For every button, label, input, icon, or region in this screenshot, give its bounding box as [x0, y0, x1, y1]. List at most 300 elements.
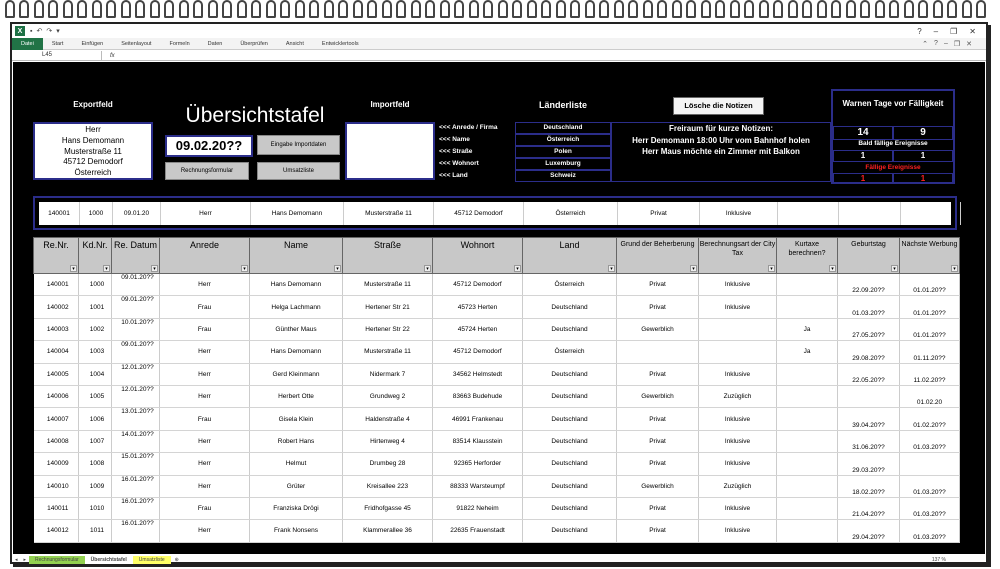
binding-ring [208, 0, 218, 18]
formula-bar [12, 51, 986, 61]
binding-ring [831, 0, 841, 18]
table-cell[interactable]: Deutschland [523, 318, 617, 340]
workbook-close-icon[interactable]: ✕ [966, 40, 972, 48]
table-cell[interactable]: 1007 [79, 430, 112, 452]
table-cell[interactable]: Herr [160, 363, 250, 385]
table-cell[interactable]: Privat [617, 453, 699, 475]
table-cell[interactable]: Deutschland [523, 453, 617, 475]
table-cell[interactable]: Drumbeg 28 [343, 453, 433, 475]
current-date: 09.02.20?? [165, 135, 253, 157]
export-header: Exportfeld [73, 100, 113, 109]
column-header-label: Name [283, 240, 308, 250]
export-cell[interactable] [839, 202, 901, 225]
table-cell[interactable]: 1002 [79, 318, 112, 340]
column-header[interactable] [34, 238, 79, 274]
table-cell[interactable]: 140003 [34, 318, 79, 340]
column-header-label: Re. Datum [113, 240, 157, 250]
binding-ring [730, 0, 740, 18]
ribbon-tab-ueberpruefen[interactable]: Überprüfen [240, 40, 268, 47]
table-cell[interactable]: 45723 Herten [433, 296, 523, 318]
table-header-row [34, 238, 960, 274]
spiral-binding [0, 0, 1000, 22]
excel-app-icon: X [15, 26, 25, 36]
table-cell[interactable]: Herr [160, 520, 250, 542]
table-cell[interactable]: Haldenstraße 4 [343, 408, 433, 430]
filter-dropdown-icon[interactable]: ▾ [241, 265, 248, 272]
table-cell[interactable]: Herbert Otte [250, 385, 343, 407]
save-icon[interactable]: ▪ [30, 27, 33, 35]
export-cell[interactable]: Herr [161, 202, 251, 225]
close-icon[interactable]: ✕ [969, 26, 976, 36]
table-cell[interactable]: 1003 [79, 341, 112, 363]
table-cell[interactable]: 12.01.20?? [112, 363, 160, 385]
column-header[interactable] [523, 238, 617, 274]
qa-more-icon[interactable]: ▾ [56, 28, 60, 35]
sheet-tab-bar [12, 555, 986, 564]
table-cell[interactable]: 1009 [79, 475, 112, 497]
table-cell[interactable] [777, 453, 838, 475]
export-cell[interactable] [778, 202, 839, 225]
export-cell[interactable] [901, 202, 961, 225]
table-cell[interactable]: Fridhofgasse 45 [343, 497, 433, 519]
ribbon-tab-seitenlayout[interactable]: Seitenlayout [121, 40, 152, 47]
tab-scroll-first-icon[interactable]: ◂ [15, 556, 18, 563]
ribbon-tab-einfuegen[interactable]: Einfügen [81, 40, 104, 47]
table-cell[interactable]: 140012 [34, 520, 79, 542]
table-cell[interactable]: 46991 Frankenau [433, 408, 523, 430]
table-cell[interactable] [617, 341, 699, 363]
table-cell[interactable]: Gisela Klein [250, 408, 343, 430]
filter-dropdown-icon[interactable]: ▾ [514, 265, 521, 272]
table-cell[interactable]: 31.06.20?? [838, 430, 900, 452]
table-cell[interactable]: Privat [617, 296, 699, 318]
help-icon[interactable]: ? [917, 26, 922, 36]
table-cell[interactable]: Herr [160, 341, 250, 363]
import-label-city: <<< Wohnort [439, 160, 479, 167]
table-cell[interactable]: Privat [617, 408, 699, 430]
sheet-tab-uebersichtstafel[interactable]: Übersichtstafel [85, 556, 133, 564]
table-cell[interactable]: 1010 [79, 497, 112, 519]
table-cell[interactable]: Klammerallee 36 [343, 520, 433, 542]
table-cell[interactable]: 01.03.20?? [838, 296, 900, 318]
table-cell[interactable]: Inklusive [699, 497, 777, 519]
binding-ring [585, 0, 595, 18]
table-cell[interactable]: 22.05.20?? [838, 363, 900, 385]
table-row [34, 430, 960, 452]
table-cell[interactable]: 1011 [79, 520, 112, 542]
table-cell[interactable]: 92365 Herforder [433, 453, 523, 475]
table-cell[interactable]: 01.03.20?? [900, 497, 960, 519]
page-title: Übersichtstafel [185, 104, 325, 127]
ribbon-tab-entwicklertools[interactable]: Entwicklertools [321, 40, 359, 47]
minimize-icon[interactable]: – [933, 26, 939, 36]
table-row [34, 385, 960, 407]
table-cell[interactable]: Inklusive [699, 274, 777, 296]
table-cell[interactable]: Deutschland [523, 475, 617, 497]
table-cell[interactable]: Privat [617, 430, 699, 452]
table-cell[interactable]: Helmut [250, 453, 343, 475]
table-cell[interactable]: Privat [617, 520, 699, 542]
binding-ring [773, 0, 783, 18]
table-cell[interactable]: Frau [160, 497, 250, 519]
table-cell[interactable]: Gerd Kleinmann [250, 363, 343, 385]
country-item: Luxemburg [515, 158, 611, 170]
import-data-button[interactable]: Eingabe Importdaten [257, 135, 340, 155]
table-cell[interactable] [777, 430, 838, 452]
table-cell[interactable]: 09.01.20?? [112, 341, 160, 363]
filter-dropdown-icon[interactable]: ▾ [334, 265, 341, 272]
table-cell[interactable]: Robert Hans [250, 430, 343, 452]
column-header[interactable] [343, 238, 433, 274]
filter-dropdown-icon[interactable]: ▾ [424, 265, 431, 272]
binding-ring [266, 0, 276, 18]
table-cell[interactable]: Inklusive [699, 453, 777, 475]
column-header[interactable] [699, 238, 777, 274]
table-cell[interactable]: 09.01.20?? [112, 296, 160, 318]
export-cell[interactable]: Musterstraße 11 [344, 202, 434, 225]
table-cell[interactable] [777, 363, 838, 385]
table-cell[interactable]: 04.11.20?? [900, 453, 960, 475]
table-cell[interactable]: Deutschland [523, 430, 617, 452]
table-cell[interactable]: 10.01.20?? [112, 318, 160, 340]
table-cell[interactable]: Frau [160, 408, 250, 430]
filter-dropdown-icon[interactable]: ▾ [103, 265, 110, 272]
warn-days-2[interactable]: 9 [893, 126, 953, 140]
filter-dropdown-icon[interactable]: ▾ [891, 265, 898, 272]
export-cell[interactable]: 45712 Demodorf [434, 202, 524, 225]
table-cell[interactable]: Deutschland [523, 363, 617, 385]
table-cell[interactable]: Zuzüglich [699, 475, 777, 497]
column-header-label: Re.Nr. [43, 240, 69, 250]
table-cell[interactable]: 83663 Budehude [433, 385, 523, 407]
table-cell[interactable]: Österreich [523, 274, 617, 296]
column-header[interactable] [433, 238, 523, 274]
table-cell[interactable]: Frau [160, 318, 250, 340]
filter-dropdown-icon[interactable]: ▾ [829, 265, 836, 272]
add-sheet-icon[interactable]: ⊕ [174, 556, 179, 563]
table-cell[interactable]: Hirtenweg 4 [343, 430, 433, 452]
table-cell[interactable]: Deutschland [523, 408, 617, 430]
table-cell[interactable]: 01.01.20?? [900, 318, 960, 340]
export-field [33, 122, 153, 180]
export-cell[interactable]: 140001 [39, 202, 80, 225]
column-header-label: Grund der Beherberung [620, 241, 695, 248]
column-header-label: Straße [373, 240, 401, 250]
zoom-level[interactable]: 137 % [931, 556, 946, 563]
table-cell[interactable]: Privat [617, 274, 699, 296]
binding-ring [976, 0, 986, 18]
table-cell[interactable]: 39.04.20?? [838, 408, 900, 430]
ribbon-tab-datei[interactable]: Datei [12, 38, 43, 50]
restore-icon[interactable]: ❐ [950, 26, 958, 36]
table-cell[interactable]: Privat [617, 363, 699, 385]
binding-ring [788, 0, 798, 18]
workbook-restore-icon[interactable]: ❐ [953, 40, 961, 48]
table-cell[interactable]: 16.01.20?? [112, 520, 160, 542]
table-cell[interactable]: Helga Lachmann [250, 296, 343, 318]
table-cell[interactable]: Inklusive [699, 430, 777, 452]
table-cell[interactable] [777, 385, 838, 407]
table-cell[interactable]: 21.04.20?? [838, 497, 900, 519]
table-row [34, 453, 960, 475]
column-header[interactable] [777, 238, 838, 274]
ribbon-tab-formeln[interactable]: Formeln [169, 40, 190, 47]
export-cell[interactable]: 09.01.20 [113, 202, 161, 225]
table-cell[interactable]: 34562 Helmstedt [433, 363, 523, 385]
binding-ring [918, 0, 928, 18]
table-cell[interactable]: Herr [160, 475, 250, 497]
table-cell[interactable]: 18.02.20?? [838, 475, 900, 497]
binding-ring [92, 0, 102, 18]
table-cell[interactable]: 01.03.20?? [900, 430, 960, 452]
table-cell[interactable]: 11.02.20?? [900, 363, 960, 385]
notes-heading: Freiraum für kurze Notizen: [668, 124, 773, 133]
table-cell[interactable]: Hans Demomann [250, 341, 343, 363]
table-cell[interactable] [777, 274, 838, 296]
table-cell[interactable]: 29.03.20?? [838, 453, 900, 475]
binding-ring [63, 0, 73, 18]
filter-dropdown-icon[interactable]: ▾ [690, 265, 697, 272]
table-cell[interactable]: 12.01.20?? [112, 385, 160, 407]
country-item: Deutschland [515, 122, 611, 134]
table-cell[interactable]: Musterstraße 11 [343, 274, 433, 296]
table-cell[interactable]: 14.01.20?? [112, 430, 160, 452]
table-cell[interactable]: Ja [777, 341, 838, 363]
binding-ring [222, 0, 232, 18]
table-cell[interactable]: 22.09.20?? [838, 274, 900, 296]
table-cell[interactable]: 140010 [34, 475, 79, 497]
table-cell[interactable]: Kreisallee 223 [343, 475, 433, 497]
filter-dropdown-icon[interactable]: ▾ [768, 265, 775, 272]
table-cell[interactable] [777, 497, 838, 519]
table-cell[interactable]: 01.02.20?? [900, 408, 960, 430]
filter-dropdown-icon[interactable]: ▾ [608, 265, 615, 272]
filter-dropdown-icon[interactable]: ▾ [951, 265, 958, 272]
table-cell[interactable]: 140005 [34, 363, 79, 385]
table-cell[interactable]: Deutschland [523, 296, 617, 318]
column-header[interactable] [250, 238, 343, 274]
table-cell[interactable]: 09.01.20?? [112, 274, 160, 296]
table-cell[interactable]: 1006 [79, 408, 112, 430]
column-header[interactable] [79, 238, 112, 274]
table-cell[interactable]: Privat [617, 497, 699, 519]
soon-due-count-2: 1 [893, 150, 953, 162]
table-cell[interactable]: Franziska Drögi [250, 497, 343, 519]
table-cell[interactable]: Gewerblich [617, 475, 699, 497]
binding-ring [164, 0, 174, 18]
binding-ring [947, 0, 957, 18]
table-cell[interactable]: 91822 Neheim [433, 497, 523, 519]
collapse-ribbon-icon[interactable]: ⌃ [922, 40, 929, 48]
table-cell[interactable]: Herr [160, 274, 250, 296]
table-cell[interactable]: 27.05.20?? [838, 318, 900, 340]
table-row [34, 475, 960, 497]
invoice-form-button[interactable]: Rechnungsformular [165, 162, 249, 180]
export-cell[interactable]: Inklusive [700, 202, 778, 225]
fx-icon[interactable]: fx [110, 52, 115, 59]
table-cell[interactable] [699, 341, 777, 363]
export-city: 45712 Demodorf [63, 157, 123, 167]
excel-window [10, 22, 988, 564]
table-cell[interactable]: 1000 [79, 274, 112, 296]
binding-ring [512, 0, 522, 18]
binding-ring [556, 0, 566, 18]
table-cell[interactable]: 140007 [34, 408, 79, 430]
table-cell[interactable]: Grüter [250, 475, 343, 497]
column-header-label: Berechnungsart der City Tax [699, 241, 776, 257]
binding-ring [527, 0, 537, 18]
filter-dropdown-icon[interactable]: ▾ [70, 265, 77, 272]
notes-area[interactable] [611, 122, 831, 182]
table-cell[interactable]: Hans Demomann [250, 274, 343, 296]
binding-ring [570, 0, 580, 18]
table-cell[interactable]: Zuzüglich [699, 385, 777, 407]
table-cell[interactable]: 140008 [34, 430, 79, 452]
binding-ring [353, 0, 363, 18]
binding-ring [962, 0, 972, 18]
table-cell[interactable]: 16.01.20?? [112, 475, 160, 497]
column-header-label: Anrede [189, 240, 220, 250]
column-header[interactable] [617, 238, 699, 274]
table-cell[interactable]: 01.11.20?? [900, 341, 960, 363]
table-cell[interactable] [777, 408, 838, 430]
import-header: Importfeld [370, 100, 410, 109]
table-cell[interactable]: 45724 Herten [433, 318, 523, 340]
table-cell[interactable]: 29.08.20?? [838, 341, 900, 363]
warning-panel [831, 89, 955, 184]
table-cell[interactable]: 45712 Demodorf [433, 341, 523, 363]
binding-ring [454, 0, 464, 18]
binding-ring [672, 0, 682, 18]
export-cell[interactable]: Hans Demomann [251, 202, 344, 225]
formula-input[interactable] [123, 51, 986, 60]
table-cell[interactable]: 29.04.20?? [838, 520, 900, 542]
table-cell[interactable]: 83514 Klausstein [433, 430, 523, 452]
table-cell[interactable]: Inklusive [699, 363, 777, 385]
table-cell[interactable] [777, 475, 838, 497]
table-cell[interactable]: 1001 [79, 296, 112, 318]
table-cell[interactable]: Inklusive [699, 520, 777, 542]
table-cell[interactable]: Gewerblich [617, 318, 699, 340]
binding-ring [280, 0, 290, 18]
export-country: Österreich [74, 168, 112, 178]
table-cell[interactable]: 07.02.20?? [838, 385, 900, 407]
table-cell[interactable]: Frank Nonsens [250, 520, 343, 542]
export-cell[interactable]: Österreich [524, 202, 618, 225]
table-cell[interactable]: Inklusive [699, 408, 777, 430]
table-cell[interactable]: Hertener Str 21 [343, 296, 433, 318]
binding-ring [933, 0, 943, 18]
warn-days-1[interactable]: 14 [833, 126, 893, 140]
binding-ring [106, 0, 116, 18]
table-cell[interactable]: 22635 Frauenstadt [433, 520, 523, 542]
column-header[interactable] [838, 238, 900, 274]
table-cell[interactable]: Inklusive [699, 296, 777, 318]
undo-icon[interactable]: ↶ [36, 28, 43, 35]
table-cell[interactable]: 88333 Warsteumpf [433, 475, 523, 497]
table-cell[interactable]: 140004 [34, 341, 79, 363]
export-cell[interactable]: 1000 [80, 202, 113, 225]
country-item: Polen [515, 146, 611, 158]
export-cell[interactable]: Privat [618, 202, 700, 225]
tab-scroll-last-icon[interactable]: ▸ [23, 556, 27, 563]
table-cell[interactable]: 13.01.20?? [112, 408, 160, 430]
table-cell[interactable]: Deutschland [523, 385, 617, 407]
name-box[interactable]: L45 [12, 51, 102, 60]
table-cell[interactable] [699, 318, 777, 340]
table-cell[interactable]: 45712 Demodorf [433, 274, 523, 296]
table-cell[interactable]: Gewerblich [617, 385, 699, 407]
table-cell[interactable]: 01.03.20?? [900, 475, 960, 497]
table-cell[interactable]: Deutschland [523, 497, 617, 519]
binding-ring [701, 0, 711, 18]
ribbon-tab-ansicht[interactable]: Ansicht [285, 40, 304, 47]
table-cell[interactable]: 140011 [34, 497, 79, 519]
due-count-2: 1 [893, 173, 953, 183]
table-cell[interactable]: Österreich [523, 341, 617, 363]
table-cell[interactable]: 01.01.20?? [900, 274, 960, 296]
table-cell[interactable] [777, 296, 838, 318]
binding-ring [121, 0, 131, 18]
table-cell[interactable]: 140009 [34, 453, 79, 475]
column-header[interactable] [112, 238, 160, 274]
workbook-minimize-icon[interactable]: – [943, 39, 948, 47]
table-cell[interactable]: 01.03.20?? [900, 520, 960, 542]
column-header[interactable] [900, 238, 960, 274]
table-cell[interactable]: Günther Maus [250, 318, 343, 340]
sales-list-button[interactable]: Umsatzliste [257, 162, 340, 180]
ribbon-tabs [12, 38, 986, 50]
table-cell[interactable]: Nidermark 7 [343, 363, 433, 385]
table-cell[interactable]: Hertener Str 22 [343, 318, 433, 340]
table-cell[interactable]: 15.01.20?? [112, 453, 160, 475]
table-cell[interactable]: Deutschland [523, 520, 617, 542]
table-cell[interactable] [777, 520, 838, 542]
table-cell[interactable]: 1008 [79, 453, 112, 475]
binding-ring [19, 0, 29, 18]
table-cell[interactable]: Frau [160, 296, 250, 318]
table-cell[interactable]: Herr [160, 453, 250, 475]
sheet-tab-rechnungsformular[interactable]: Rechnungsformular [29, 556, 85, 564]
table-row [34, 296, 960, 318]
binding-ring [251, 0, 261, 18]
ribbon-tab-daten[interactable]: Daten [207, 40, 223, 47]
column-header-label: Nächste Werbung [901, 241, 958, 248]
redo-icon[interactable]: ↷ [46, 28, 53, 35]
note-line: Herr Demomann 18:00 Uhr vom Bahnhof holen [632, 135, 810, 145]
table-cell[interactable]: 01.01.20?? [900, 296, 960, 318]
table-cell[interactable]: Grundweg 2 [343, 385, 433, 407]
table-cell[interactable]: 1005 [79, 385, 112, 407]
table-cell[interactable]: 140002 [34, 296, 79, 318]
column-header[interactable] [160, 238, 250, 274]
table-cell[interactable]: 140001 [34, 274, 79, 296]
ribbon-tab-start[interactable]: Start [51, 40, 64, 47]
table-cell[interactable]: 1004 [79, 363, 112, 385]
sheet-tab-umsatzliste[interactable]: Umsatzliste [133, 556, 171, 564]
filter-dropdown-icon[interactable]: ▾ [151, 265, 158, 272]
table-cell[interactable]: 140006 [34, 385, 79, 407]
table-cell[interactable]: 01.02.20 [900, 385, 960, 407]
import-field[interactable] [345, 122, 435, 180]
clear-notes-button[interactable]: Lösche die Notizen [673, 97, 764, 115]
table-cell[interactable]: Ja [777, 318, 838, 340]
table-cell[interactable]: Herr [160, 430, 250, 452]
table-cell[interactable]: 16.01.20?? [112, 497, 160, 519]
table-cell[interactable]: Musterstraße 11 [343, 341, 433, 363]
table-cell[interactable]: Herr [160, 385, 250, 407]
ribbon-help-icon[interactable]: ? [934, 39, 938, 47]
